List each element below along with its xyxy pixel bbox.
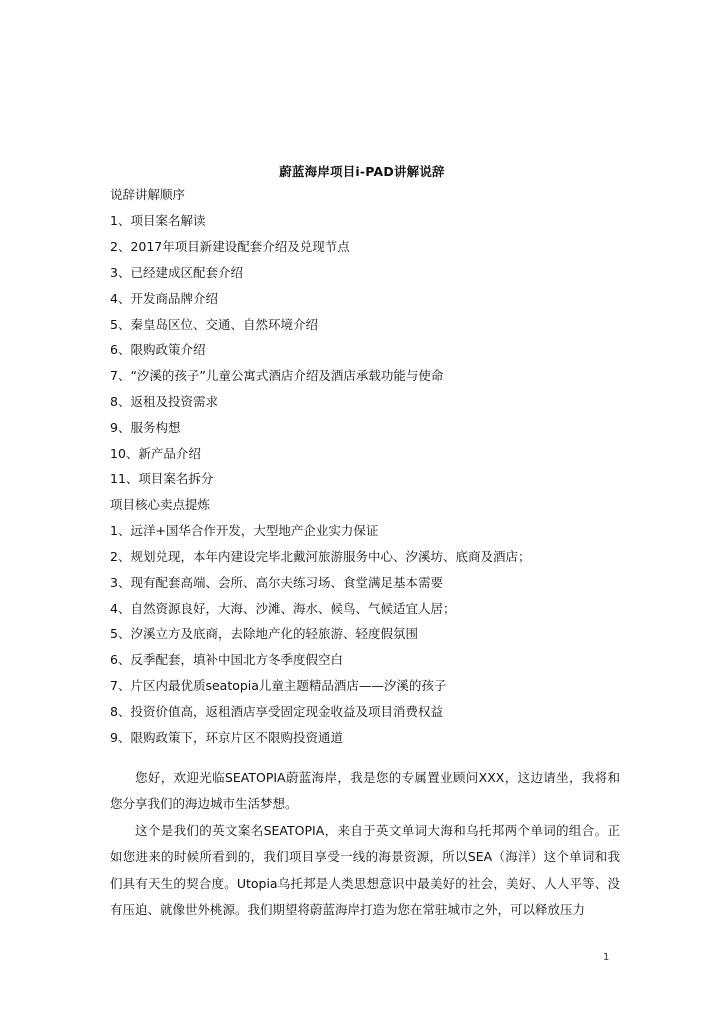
paragraph-intro: 您好，欢迎光临SEATOPIA蔚蓝海岸，我是您的专属置业顾问XXX，这边请坐，我将和您分享我们的海边城市生活梦想。 (110, 770, 620, 812)
order-item: 11、项目案名拆分 (110, 471, 214, 486)
selling-item: 6、反季配套，填补中国北方冬季度假空白 (110, 652, 343, 667)
paragraph-name-explanation: 这个是我们的英文案名SEATOPIA，来自于英文单词大海和乌托邦两个单词的组合。正如您进来的时候所看到的，我们项目享受一线的海景资源，所以SEA（海洋）这个单词和我们具有天生的契合度。Utopia乌托邦是人类思想意识中最美好的社会，美好、人人平等、没有压迫、就像世外桃源。我们期望将蔚蓝海岸打造为您在常驻城市之外，可以释放压力 (110, 822, 620, 918)
order-item: 9、服务构想 (110, 420, 181, 435)
order-item: 3、已经建成区配套介绍 (110, 265, 243, 280)
document-title: 蔚蓝海岸项目i-PAD讲解说辞 (279, 164, 445, 179)
order-item: 5、秦皇岛区位、交通、自然环境介绍 (110, 317, 318, 332)
body-text (110, 765, 620, 923)
selling-item: 1、远洋+国华合作开发，大型地产企业实力保证 (110, 523, 379, 538)
selling-item: 3、现有配套高端、会所、高尔夫练习场、食堂满足基本需要 (110, 575, 443, 590)
order-item: 7、“汐溪的孩子”儿童公寓式酒店介绍及酒店承载功能与使命 (110, 368, 444, 383)
selling-item: 4、自然资源良好，大海、沙滩、海水、候鸟、气候适宜人居； (110, 601, 456, 616)
selling-item: 8、投资价值高，返租酒店享受固定现金收益及项目消费权益 (110, 704, 443, 719)
selling-item: 7、片区内最优质seatopia儿童主题精品酒店——汐溪的孩子 (110, 678, 447, 693)
order-item: 1、项目案名解读 (110, 213, 206, 228)
order-item: 8、返租及投资需求 (110, 394, 218, 409)
selling-item: 2、规划兑现，本年内建设完毕北戴河旅游服务中心、汐溪坊、底商及酒店； (110, 549, 531, 564)
selling-heading: 项目核心卖点提炼 (110, 497, 211, 512)
selling-item: 5、汐溪立方及底商，去除地产化的轻旅游、轻度假氛围 (110, 626, 418, 641)
order-item: 4、开发商品牌介绍 (110, 291, 218, 306)
selling-item: 9、限购政策下，环京片区不限购投资通道 (110, 730, 343, 745)
order-item: 10、新产品介绍 (110, 446, 201, 461)
order-item: 2、2017年项目新建设配套介绍及兑现节点 (110, 239, 350, 254)
order-item: 6、限购政策介绍 (110, 342, 206, 357)
order-heading: 说辞讲解顺序 (110, 187, 186, 202)
page-number: 1 (603, 952, 610, 963)
